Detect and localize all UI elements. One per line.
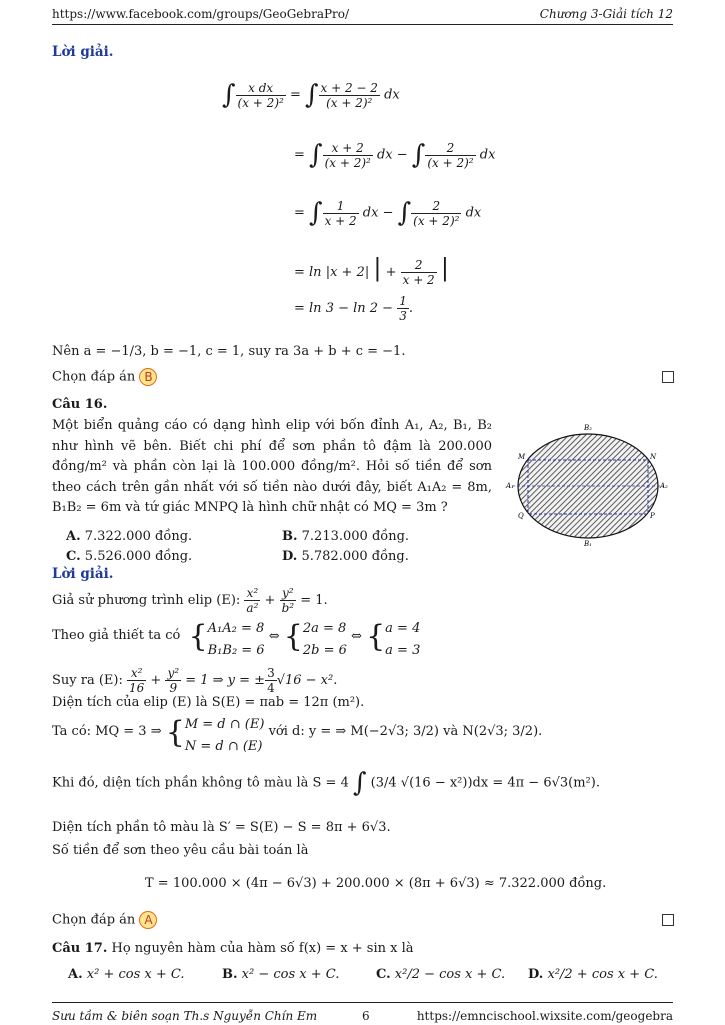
question-16-title: Câu 16. (52, 397, 108, 412)
footer-url[interactable]: https://emncischool.wixsite.com/geogebra (416, 1009, 673, 1023)
page-header (52, 6, 673, 25)
ellipse-result-line: Suy ra (E): $\frac{\text{x²}}{16}$ + $\frac{\text{y²}}{9}$ = 1 ⇒ y = ± $\frac{3}{4}$ √16 − x². (52, 666, 338, 695)
qed-square (662, 914, 674, 926)
rectangle-mnpq (528, 460, 648, 514)
text-part: với d: y = (268, 724, 332, 739)
q16-option-b[interactable] (282, 529, 409, 544)
option-text: 7.213.000 đồng. (301, 529, 410, 544)
solution-conclusion: Nên a = −1/3, b = −1, c = 1, suy ra 3a + b + c = −1. (52, 344, 406, 359)
hypothesis-line: Theo giả thiết ta có {A₁A₂ = 8 B₁B₂ = 6 ⇔ {2a = 8 2b = 6 ⇔ {a = 4 a = 3 (52, 619, 421, 658)
answer-line (52, 368, 157, 386)
option-letter: C. (376, 967, 391, 982)
integral-line-1: ∫ $\frac{\text{x dx}}{\text{(x + 2)²}}$ = ∫ $\frac{x + 2 - 2}{\text{(x + 2)²}}$ dx (222, 80, 400, 110)
option-letter: B. (222, 967, 238, 982)
question-17-title: Câu 17. (52, 941, 108, 956)
option-letter: C. (66, 549, 81, 564)
integral-line-5: = ln 3 − ln 2 − $\frac{1}{3}$ . (294, 294, 413, 323)
page-number: 6 (362, 1009, 370, 1023)
label-m: M (518, 453, 526, 461)
option-text: x²/2 − cos x + C. (394, 967, 506, 982)
footer-author: Sưu tầm & biên soạn Th.s Nguyễn Chín Em (52, 1009, 318, 1023)
text-part: Giả sử phương trình elip (E): (52, 593, 241, 608)
text-part: Suy ra (E): (52, 673, 123, 688)
header-url: https://www.facebook.com/groups/GeoGebraPro/ (52, 7, 350, 21)
cost-formula-line: T = 100.000 × (4π − 6√3) + 200.000 × (8π + 6√3) ≈ 7.322.000 đồng. (145, 876, 607, 891)
q16-option-c[interactable] (66, 549, 192, 564)
ellipse-equation-line: Giả sử phương trình elip (E): $\frac{\text{x²}}{\text{a²}}$ + $\frac{\text{y²}}{\text{b²}}$ = 1. (52, 586, 328, 615)
solution-heading: Lời giải. (52, 566, 114, 582)
option-text: x²/2 + cos x + C. (547, 967, 658, 982)
label-a2: A₂ (660, 482, 668, 490)
page-footer (52, 1002, 673, 1025)
option-text: 5.782.000 đồng. (301, 549, 409, 564)
question-17-text: Họ nguyên hàm của hàm số f(x) = x + sin x là (111, 941, 414, 956)
label-b2: B₂ (584, 424, 592, 432)
solution-heading: Lời giải. (52, 44, 114, 60)
answer-circle: B (139, 368, 157, 386)
answer-line (52, 911, 157, 929)
shaded-area-line: Diện tích phần tô màu là S′ = S(E) − S = 8π + 6√3. (52, 820, 391, 835)
integral-line-3: = ∫ $\frac{1}{x + 2}$ dx − ∫ $\frac{2}{\text{(x + 2)²}}$ dx (294, 198, 482, 228)
option-letter: A. (68, 967, 83, 982)
ellipse-area-line: Diện tích của elip (E) là S(E) = πab = 12π (m²). (52, 695, 365, 710)
q17-option-c[interactable] (376, 967, 505, 982)
choose-label: Chọn đáp án (52, 912, 136, 928)
text-part: Khi đó, diện tích phần không tô màu là S = 4 (52, 775, 349, 791)
label-n: N (650, 453, 657, 461)
option-letter: A. (66, 529, 81, 544)
answer-circle: A (139, 911, 157, 929)
q16-option-d[interactable] (282, 549, 409, 564)
header-chapter: Chương 3-Giải tích 12 (539, 7, 673, 21)
unshaded-area-line: Khi đó, diện tích phần không tô màu là S = 4 ∫ (3/4 √(16 − x²))dx = 4π − 6√3(m²). (52, 768, 600, 798)
integral-line-2: = ∫ $\frac{x + 2}{\text{(x + 2)²}}$ dx − ∫ $\frac{2}{\text{(x + 2)²}}$ dx (294, 140, 496, 170)
label-a1: A₁ (506, 482, 514, 490)
q17-option-a[interactable] (68, 967, 184, 982)
option-letter: D. (282, 549, 298, 564)
integral-line-4: = ln |x + 2| | + $\frac{2}{x + 2}$ | (294, 254, 449, 287)
q17-option-b[interactable] (222, 967, 339, 982)
option-text: 5.526.000 đồng. (84, 549, 193, 564)
text-part: Ta có: MQ = 3 ⇒ (52, 724, 162, 739)
qed-square (662, 371, 674, 383)
choose-label: Chọn đáp án (52, 369, 136, 385)
option-text: 7.322.000 đồng. (84, 529, 193, 544)
text-part: Theo giả thiết ta có (52, 628, 181, 643)
label-p: P (650, 512, 655, 520)
cost-intro-line: Số tiền để sơn theo yêu cầu bài toán là (52, 843, 309, 858)
ellipse-figure (504, 420, 674, 550)
text-part: (3/4 √(16 − x²))dx = 4π − 6√3(m²). (370, 775, 600, 791)
label-b1: B₁ (584, 540, 592, 548)
text-part: ⇒ M(−2√3; 3/2) và N(2√3; 3/2). (335, 724, 543, 739)
label-q: Q (518, 512, 524, 520)
option-text: x² + cos x + C. (86, 967, 185, 982)
q16-option-a[interactable] (66, 529, 192, 544)
question-16-text: Một biển quảng cáo có dạng hình elip với bốn đỉnh A₁, A₂, B₁, B₂ như hình vẽ bên. Biết chi phí để sơn phần tô đậm là 200.000 đồng/m² và phần còn lại là 100.000 đồng/m². Hỏi số tiền để sơn theo cách trên gần nhất với số tiền nào dưới đây, biết A₁A₂ = 8m, B₁B₂ = 6m và tứ giác MNPQ là hình chữ nhật có MQ = 3m ? (52, 418, 492, 515)
question-17 (52, 941, 414, 956)
option-letter: B. (282, 529, 298, 544)
option-letter: D. (528, 967, 544, 982)
intersection-line: Ta có: MQ = 3 ⇒ {M = d ∩ (E) N = d ∩ (E) với d: y = ⇒ M(−2√3; 3/2) và N(2√3; 3/2). (52, 715, 543, 754)
option-text: x² − cos x + C. (241, 967, 340, 982)
q17-option-d[interactable] (528, 967, 658, 982)
